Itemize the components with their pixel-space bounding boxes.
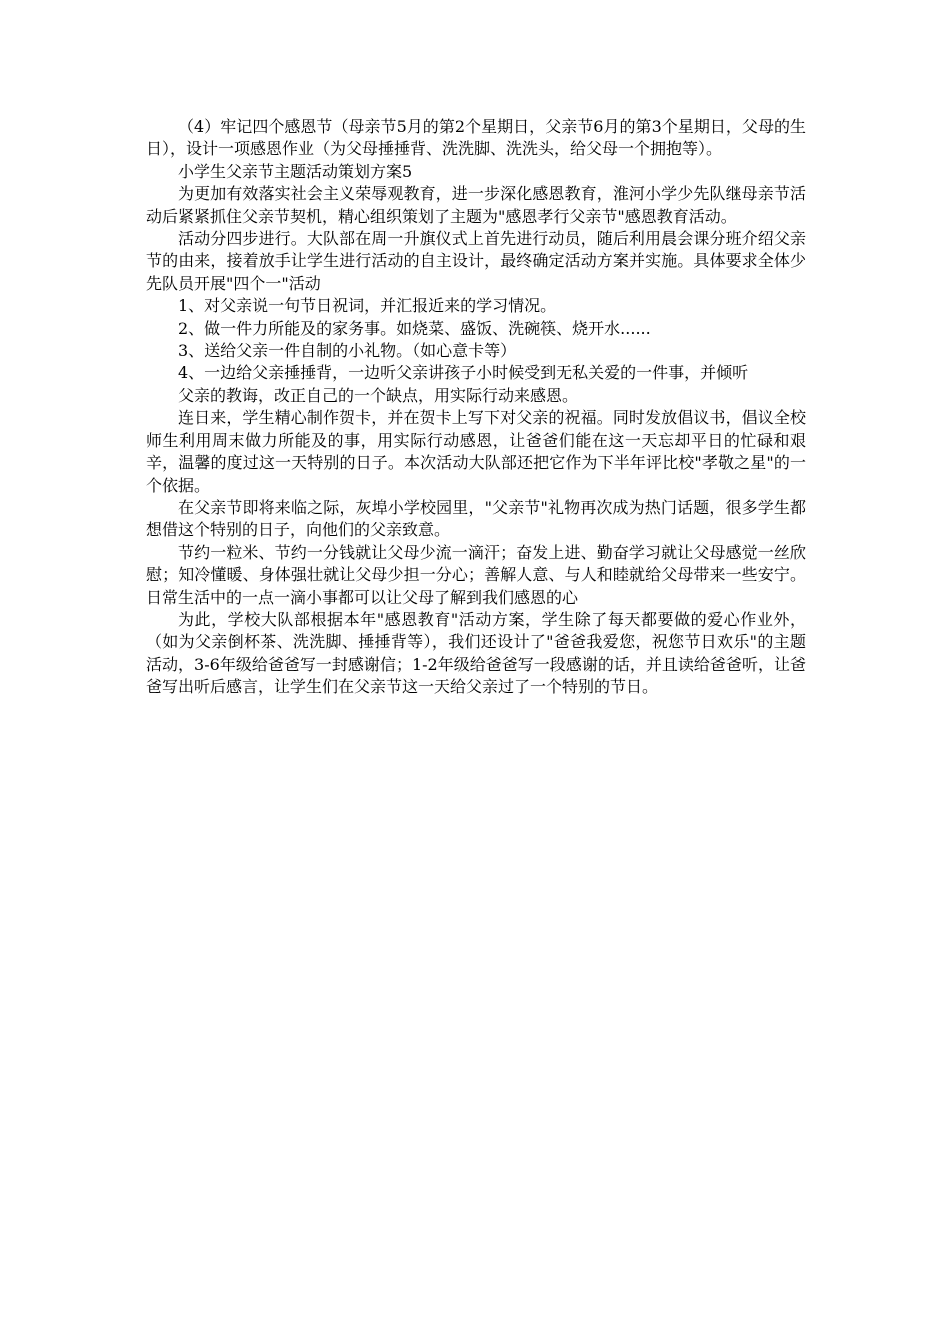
paragraph-activity-steps: 活动分四步进行。大队部在周一升旗仪式上首先进行动员，随后利用晨会课分班介绍父亲节的由来，接着放手让学生进行活动的自主设计，最终确定活动方案并实施。具体要求全体少先队员开展"四个一"活动 — [146, 229, 806, 293]
paragraph-conclusion: 为此，学校大队部根据本年"感恩教育"活动方案，学生除了每天都要做的爱心作业外，（如为父亲倒杯茶、洗洗脚、捶捶背等），我们还设计了"爸爸我爱您，祝您节日欢乐"的主题活动，3-6年级给爸爸写一封感谢信；1-2年级给爸爸写一段感谢的话，并且读给爸爸听，让爸爸写出听后感言，让学生们在父亲节这一天给父亲过了一个特别的节日。 — [146, 609, 806, 697]
paragraph-intro: 为更加有效落实社会主义荣辱观教育，进一步深化感恩教育，淮河小学少先队继母亲节活动后紧紧抓住父亲节契机，精心组织策划了主题为"感恩孝行父亲节"感恩教育活动。 — [146, 184, 806, 226]
paragraph-greeting-cards: 连日来，学生精心制作贺卡，并在贺卡上写下对父亲的祝福。同时发放倡议书，倡议全校师生利用周末做力所能及的事，用实际行动感恩，让爸爸们能在这一天忘却平日的忙碌和艰辛，温馨的度过这一天特别的日子。本次活动大队部还把它作为下半年评比校"孝敬之星"的一个依据。 — [146, 408, 806, 495]
paragraph-fathers-day-gifts: 在父亲节即将来临之际，灰埠小学校园里，"父亲节"礼物再次成为热门话题，很多学生都想借这个特别的日子，向他们的父亲致意。 — [146, 497, 806, 540]
list-item-1: 1、对父亲说一句节日祝词，并汇报近来的学习情况。 — [178, 296, 557, 316]
paragraph-thanksgiving-days: （4）牢记四个感恩节（母亲节5月的第2个星期日，父亲节6月的第3个星期日，父母的生日），设计一项感恩作业（为父母捶捶背、洗洗脚、洗洗头，给父母一个拥抱等）。 — [146, 117, 806, 159]
list-item-3: 3、送给父亲一件自制的小礼物。（如心意卡等） — [178, 341, 517, 361]
section-heading: 小学生父亲节主题活动策划方案5 — [178, 161, 413, 181]
document-body — [146, 116, 806, 699]
paragraph-father-teaching: 父亲的教诲，改正自己的一个缺点，用实际行动来感恩。 — [178, 385, 579, 405]
list-item-4: 4、一边给父亲捶捶背，一边听父亲讲孩子小时候受到无私关爱的一件事，并倾听 — [178, 363, 749, 383]
list-item-2: 2、做一件力所能及的家务事。如烧菜、盛饭、洗碗筷、烧开水...... — [178, 318, 651, 338]
paragraph-saving: 节约一粒米、节约一分钱就让父母少流一滴汗；奋发上进、勤奋学习就让父母感觉一丝欣慰；知冷懂暖、身体强壮就让父母少担一分心；善解人意、与人和睦就给父母带来一些安宁。日常生活中的一点一滴小事都可以让父母了解到我们感恩的心 — [146, 542, 806, 607]
